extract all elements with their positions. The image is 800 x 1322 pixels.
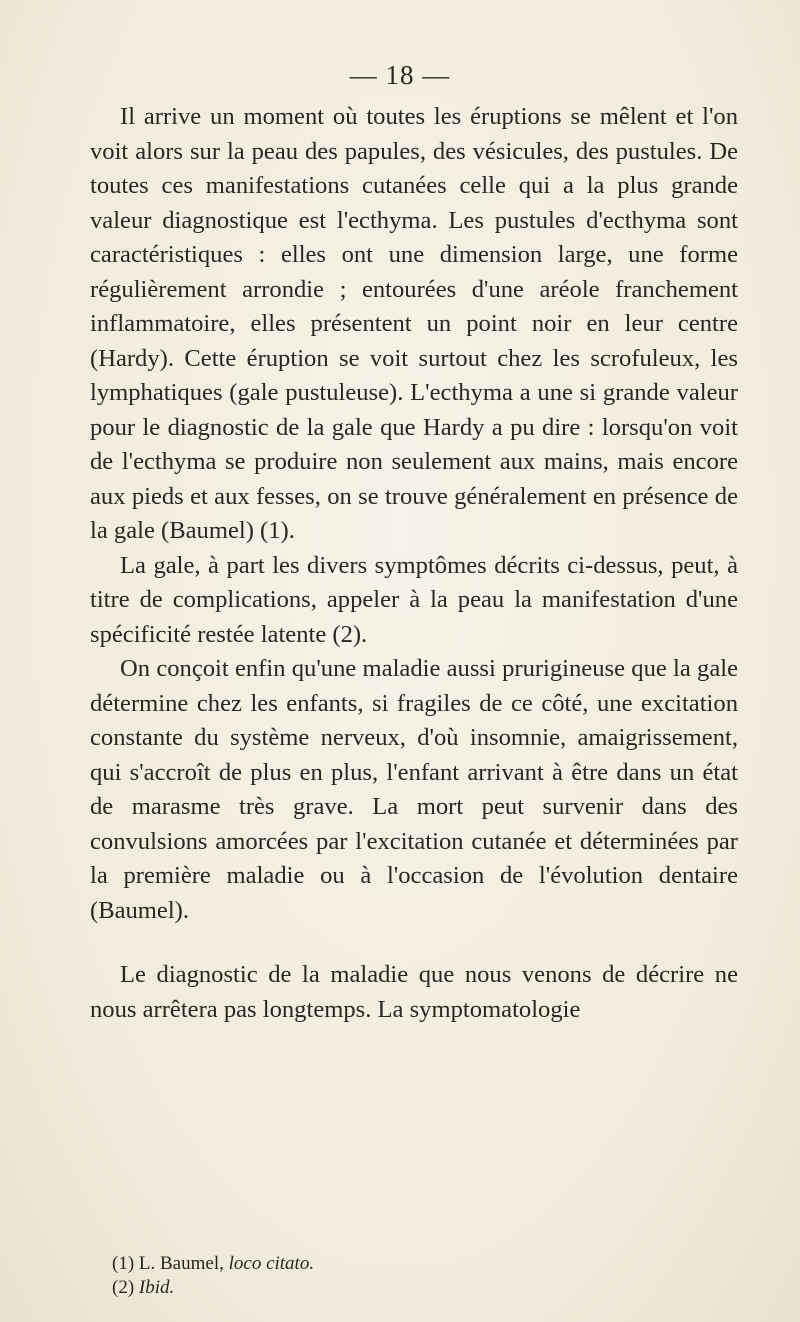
footnote-2: [112, 1276, 314, 1300]
footnote-1: [112, 1252, 314, 1276]
paragraph-4: Le diagnostic de la maladie que nous venons de décrire ne nous arrêtera pas longtemps. La symptomatologie: [90, 961, 738, 1023]
footnotes: [112, 1252, 314, 1300]
paragraph-1: Il arrive un moment où toutes les éruptions se mêlent et l'on voit alors sur la peau des papules, des vésicules, des pustules. De toutes ces manifestations cutanées celle qui a la plus grande valeur diagnostique est l'ecthyma. Les pustules d'ecthyma sont caractéristiques : elles ont une dimension large, une forme régulièrement arrondie ; entourées d'une aréole franchement inflammatoire, elles présentent un point noir en leur centre (Hardy). Cette éruption se voit surtout chez les scrofuleux, les lymphatiques (gale pustuleuse). L'ecthyma a une si grande valeur pour le diagnostic de la gale que Hardy a pu dire : lorsqu'on voit de l'ecthyma se produire non seulement aux mains, mais encore aux pieds et aux fesses, on se trouve généralement en présence de la gale (Baumel) (1).: [90, 103, 738, 544]
page-number: — 18 —: [349, 60, 451, 90]
footnote-1-italic: loco citato.: [228, 1253, 315, 1274]
footnote-2-italic: Ibid.: [138, 1277, 175, 1298]
paragraph-2: La gale, à part les divers symptômes décrits ci-dessus, peut, à titre de complications, appeler à la peau la manifestation d'une spécificité restée latente (2).: [90, 551, 738, 648]
footnote-2-text: (2): [112, 1277, 139, 1298]
paragraph-3: On conçoit enfin qu'une maladie aussi prurigineuse que la gale détermine chez les enfants, si fragiles de ce côté, une excitation constante du système nerveux, d'où insomnie, amaigrissement, qui s'accroît de plus en plus, l'enfant arrivant à être dans un état de marasme très grave. La mort peut survenir dans des convulsions amorcées par l'excitation cutanée et déterminées par la première maladie ou à l'occasion de l'évolution dentaire (Baumel).: [90, 655, 738, 924]
body-text: [90, 100, 738, 1027]
footnote-1-text: (1) L. Baumel,: [112, 1253, 229, 1274]
